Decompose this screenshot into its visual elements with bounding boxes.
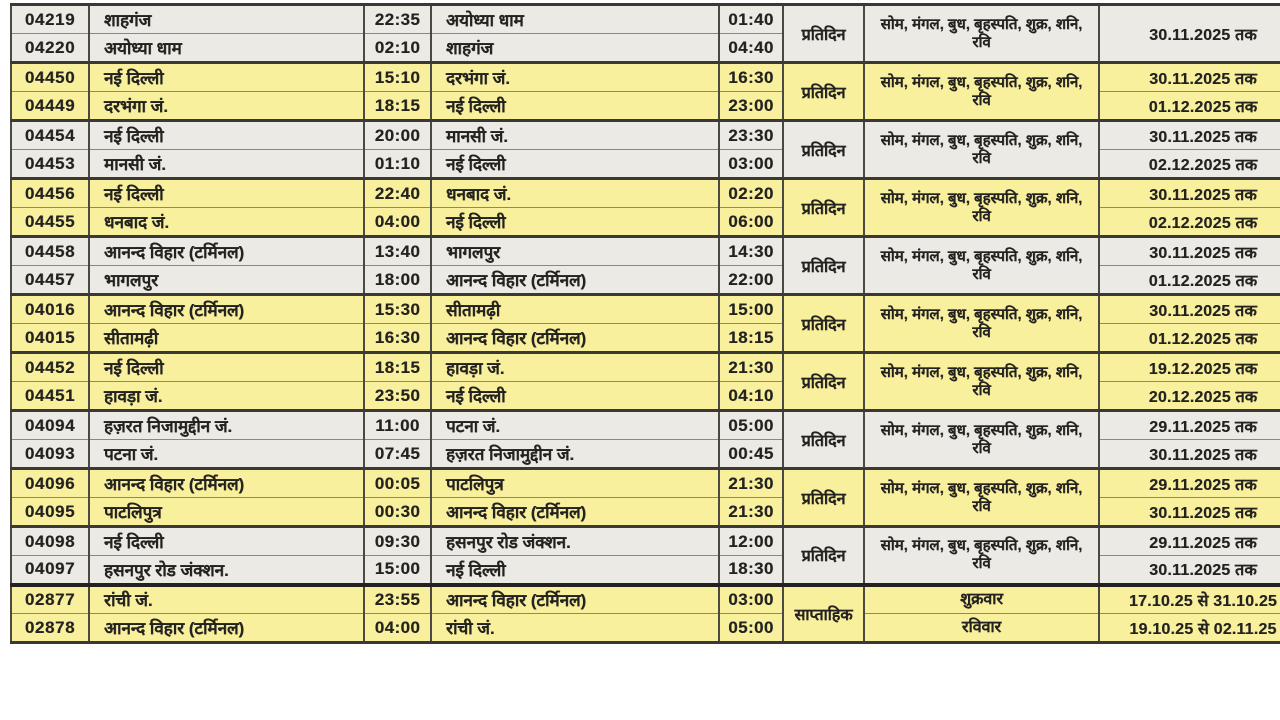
departure-time-cell: 04:00	[364, 208, 431, 237]
frequency-cell: प्रतिदिन	[783, 121, 864, 179]
arrival-time-cell: 18:30	[719, 556, 783, 585]
train-number-cell: 04095	[11, 498, 89, 527]
train-number-cell: 04097	[11, 556, 89, 585]
arrival-time-cell: 14:30	[719, 237, 783, 266]
origin-station-cell: नई दिल्ली	[89, 63, 364, 92]
arrival-time-cell: 18:15	[719, 324, 783, 353]
running-days-cell: रविवार	[864, 614, 1099, 643]
arrival-time-cell: 01:40	[719, 5, 783, 34]
departure-time-cell: 22:35	[364, 5, 431, 34]
arrival-time-cell: 23:30	[719, 121, 783, 150]
running-days-cell: सोम, मंगल, बुध, बृहस्पति, शुक्र, शनि, रवि	[864, 63, 1099, 121]
origin-station-cell: मानसी जं.	[89, 150, 364, 179]
arrival-time-cell: 04:10	[719, 382, 783, 411]
frequency-cell: प्रतिदिन	[783, 353, 864, 411]
validity-date-cell: 01.12.2025 तक	[1099, 324, 1280, 353]
destination-station-cell: सीतामढ़ी	[431, 295, 719, 324]
validity-date-cell: 30.11.2025 तक	[1099, 556, 1280, 585]
validity-date-cell: 29.11.2025 तक	[1099, 527, 1280, 556]
running-days-cell: शुक्रवार	[864, 585, 1099, 614]
arrival-time-cell: 03:00	[719, 150, 783, 179]
departure-time-cell: 00:30	[364, 498, 431, 527]
train-number-cell: 04455	[11, 208, 89, 237]
destination-station-cell: धनबाद जं.	[431, 179, 719, 208]
timetable-body	[11, 5, 1280, 643]
arrival-time-cell: 02:20	[719, 179, 783, 208]
frequency-cell: प्रतिदिन	[783, 5, 864, 63]
validity-date-cell: 20.12.2025 तक	[1099, 382, 1280, 411]
departure-time-cell: 07:45	[364, 440, 431, 469]
train-number-cell: 04451	[11, 382, 89, 411]
departure-time-cell: 01:10	[364, 150, 431, 179]
train-number-cell: 04098	[11, 527, 89, 556]
running-days-cell: सोम, मंगल, बुध, बृहस्पति, शुक्र, शनि, रवि	[864, 295, 1099, 353]
origin-station-cell: नई दिल्ली	[89, 179, 364, 208]
destination-station-cell: रांची जं.	[431, 614, 719, 643]
origin-station-cell: अयोध्या धाम	[89, 34, 364, 63]
origin-station-cell: पटना जं.	[89, 440, 364, 469]
origin-station-cell: नई दिल्ली	[89, 527, 364, 556]
destination-station-cell: पाटलिपुत्र	[431, 469, 719, 498]
train-row	[11, 295, 1280, 324]
destination-station-cell: भागलपुर	[431, 237, 719, 266]
destination-station-cell: हावड़ा जं.	[431, 353, 719, 382]
arrival-time-cell: 05:00	[719, 614, 783, 643]
destination-station-cell: हज़रत निजामुद्दीन जं.	[431, 440, 719, 469]
origin-station-cell: हसनपुर रोड जंक्शन.	[89, 556, 364, 585]
frequency-cell: प्रतिदिन	[783, 237, 864, 295]
departure-time-cell: 15:10	[364, 63, 431, 92]
validity-date-cell: 29.11.2025 तक	[1099, 411, 1280, 440]
departure-time-cell: 15:30	[364, 295, 431, 324]
train-number-cell: 04015	[11, 324, 89, 353]
arrival-time-cell: 16:30	[719, 63, 783, 92]
destination-station-cell: आनन्द विहार (टर्मिनल)	[431, 324, 719, 353]
validity-date-cell: 30.11.2025 तक	[1099, 237, 1280, 266]
departure-time-cell: 04:00	[364, 614, 431, 643]
running-days-cell: सोम, मंगल, बुध, बृहस्पति, शुक्र, शनि, रवि	[864, 527, 1099, 585]
destination-station-cell: नई दिल्ली	[431, 208, 719, 237]
arrival-time-cell: 05:00	[719, 411, 783, 440]
validity-date-cell: 30.11.2025 तक	[1099, 121, 1280, 150]
frequency-cell: साप्ताहिक	[783, 585, 864, 643]
running-days-cell: सोम, मंगल, बुध, बृहस्पति, शुक्र, शनि, रवि	[864, 5, 1099, 63]
running-days-cell: सोम, मंगल, बुध, बृहस्पति, शुक्र, शनि, रवि	[864, 121, 1099, 179]
frequency-cell: प्रतिदिन	[783, 527, 864, 585]
destination-station-cell: शाहगंज	[431, 34, 719, 63]
arrival-time-cell: 03:00	[719, 585, 783, 614]
destination-station-cell: नई दिल्ली	[431, 382, 719, 411]
train-row	[11, 469, 1280, 498]
departure-time-cell: 18:15	[364, 92, 431, 121]
train-number-cell: 04452	[11, 353, 89, 382]
validity-date-cell: 19.12.2025 तक	[1099, 353, 1280, 382]
validity-date-cell: 17.10.25 से 31.10.25	[1099, 585, 1280, 614]
validity-date-cell: 01.12.2025 तक	[1099, 266, 1280, 295]
frequency-cell: प्रतिदिन	[783, 179, 864, 237]
train-number-cell: 04016	[11, 295, 89, 324]
train-number-cell: 04458	[11, 237, 89, 266]
running-days-cell: सोम, मंगल, बुध, बृहस्पति, शुक्र, शनि, रवि	[864, 411, 1099, 469]
validity-date-cell: 30.11.2025 तक	[1099, 5, 1280, 63]
departure-time-cell: 20:00	[364, 121, 431, 150]
destination-station-cell: नई दिल्ली	[431, 92, 719, 121]
arrival-time-cell: 23:00	[719, 92, 783, 121]
arrival-time-cell: 21:30	[719, 469, 783, 498]
frequency-cell: प्रतिदिन	[783, 469, 864, 527]
train-number-cell: 02878	[11, 614, 89, 643]
validity-date-cell: 30.11.2025 तक	[1099, 440, 1280, 469]
train-row	[11, 237, 1280, 266]
arrival-time-cell: 06:00	[719, 208, 783, 237]
departure-time-cell: 18:00	[364, 266, 431, 295]
train-row	[11, 179, 1280, 208]
train-number-cell: 02877	[11, 585, 89, 614]
train-row	[11, 527, 1280, 556]
train-row	[11, 63, 1280, 92]
arrival-time-cell: 22:00	[719, 266, 783, 295]
origin-station-cell: दरभंगा जं.	[89, 92, 364, 121]
train-row	[11, 614, 1280, 643]
origin-station-cell: शाहगंज	[89, 5, 364, 34]
train-row	[11, 411, 1280, 440]
validity-date-cell: 30.11.2025 तक	[1099, 295, 1280, 324]
train-number-cell: 04219	[11, 5, 89, 34]
origin-station-cell: नई दिल्ली	[89, 353, 364, 382]
arrival-time-cell: 00:45	[719, 440, 783, 469]
train-number-cell: 04096	[11, 469, 89, 498]
validity-date-cell: 01.12.2025 तक	[1099, 92, 1280, 121]
destination-station-cell: पटना जं.	[431, 411, 719, 440]
validity-date-cell: 29.11.2025 तक	[1099, 469, 1280, 498]
frequency-cell: प्रतिदिन	[783, 63, 864, 121]
departure-time-cell: 16:30	[364, 324, 431, 353]
destination-station-cell: हसनपुर रोड जंक्शन.	[431, 527, 719, 556]
origin-station-cell: आनन्द विहार (टर्मिनल)	[89, 469, 364, 498]
origin-station-cell: सीतामढ़ी	[89, 324, 364, 353]
departure-time-cell: 23:55	[364, 585, 431, 614]
arrival-time-cell: 21:30	[719, 498, 783, 527]
destination-station-cell: आनन्द विहार (टर्मिनल)	[431, 585, 719, 614]
origin-station-cell: नई दिल्ली	[89, 121, 364, 150]
destination-station-cell: अयोध्या धाम	[431, 5, 719, 34]
departure-time-cell: 00:05	[364, 469, 431, 498]
origin-station-cell: हज़रत निजामुद्दीन जं.	[89, 411, 364, 440]
train-number-cell: 04453	[11, 150, 89, 179]
validity-date-cell: 30.11.2025 तक	[1099, 179, 1280, 208]
origin-station-cell: आनन्द विहार (टर्मिनल)	[89, 614, 364, 643]
train-row	[11, 5, 1280, 34]
destination-station-cell: मानसी जं.	[431, 121, 719, 150]
train-number-cell: 04450	[11, 63, 89, 92]
train-number-cell: 04449	[11, 92, 89, 121]
train-row	[11, 121, 1280, 150]
validity-date-cell: 02.12.2025 तक	[1099, 150, 1280, 179]
train-number-cell: 04457	[11, 266, 89, 295]
arrival-time-cell: 15:00	[719, 295, 783, 324]
train-row	[11, 585, 1280, 614]
arrival-time-cell: 12:00	[719, 527, 783, 556]
train-number-cell: 04220	[11, 34, 89, 63]
departure-time-cell: 15:00	[364, 556, 431, 585]
frequency-cell: प्रतिदिन	[783, 295, 864, 353]
destination-station-cell: आनन्द विहार (टर्मिनल)	[431, 498, 719, 527]
destination-station-cell: नई दिल्ली	[431, 556, 719, 585]
departure-time-cell: 11:00	[364, 411, 431, 440]
validity-date-cell: 02.12.2025 तक	[1099, 208, 1280, 237]
origin-station-cell: रांची जं.	[89, 585, 364, 614]
running-days-cell: सोम, मंगल, बुध, बृहस्पति, शुक्र, शनि, रवि	[864, 469, 1099, 527]
running-days-cell: सोम, मंगल, बुध, बृहस्पति, शुक्र, शनि, रवि	[864, 353, 1099, 411]
train-number-cell: 04093	[11, 440, 89, 469]
departure-time-cell: 13:40	[364, 237, 431, 266]
departure-time-cell: 02:10	[364, 34, 431, 63]
train-timetable	[10, 3, 1280, 644]
origin-station-cell: भागलपुर	[89, 266, 364, 295]
destination-station-cell: नई दिल्ली	[431, 150, 719, 179]
train-number-cell: 04094	[11, 411, 89, 440]
validity-date-cell: 30.11.2025 तक	[1099, 498, 1280, 527]
departure-time-cell: 23:50	[364, 382, 431, 411]
origin-station-cell: पाटलिपुत्र	[89, 498, 364, 527]
running-days-cell: सोम, मंगल, बुध, बृहस्पति, शुक्र, शनि, रवि	[864, 237, 1099, 295]
departure-time-cell: 09:30	[364, 527, 431, 556]
origin-station-cell: धनबाद जं.	[89, 208, 364, 237]
arrival-time-cell: 21:30	[719, 353, 783, 382]
train-number-cell: 04454	[11, 121, 89, 150]
origin-station-cell: आनन्द विहार (टर्मिनल)	[89, 237, 364, 266]
frequency-cell: प्रतिदिन	[783, 411, 864, 469]
train-timetable-sheet	[10, 3, 1280, 644]
validity-date-cell: 30.11.2025 तक	[1099, 63, 1280, 92]
arrival-time-cell: 04:40	[719, 34, 783, 63]
departure-time-cell: 18:15	[364, 353, 431, 382]
train-row	[11, 353, 1280, 382]
departure-time-cell: 22:40	[364, 179, 431, 208]
origin-station-cell: हावड़ा जं.	[89, 382, 364, 411]
destination-station-cell: दरभंगा जं.	[431, 63, 719, 92]
origin-station-cell: आनन्द विहार (टर्मिनल)	[89, 295, 364, 324]
validity-date-cell: 19.10.25 से 02.11.25	[1099, 614, 1280, 643]
destination-station-cell: आनन्द विहार (टर्मिनल)	[431, 266, 719, 295]
train-number-cell: 04456	[11, 179, 89, 208]
running-days-cell: सोम, मंगल, बुध, बृहस्पति, शुक्र, शनि, रवि	[864, 179, 1099, 237]
